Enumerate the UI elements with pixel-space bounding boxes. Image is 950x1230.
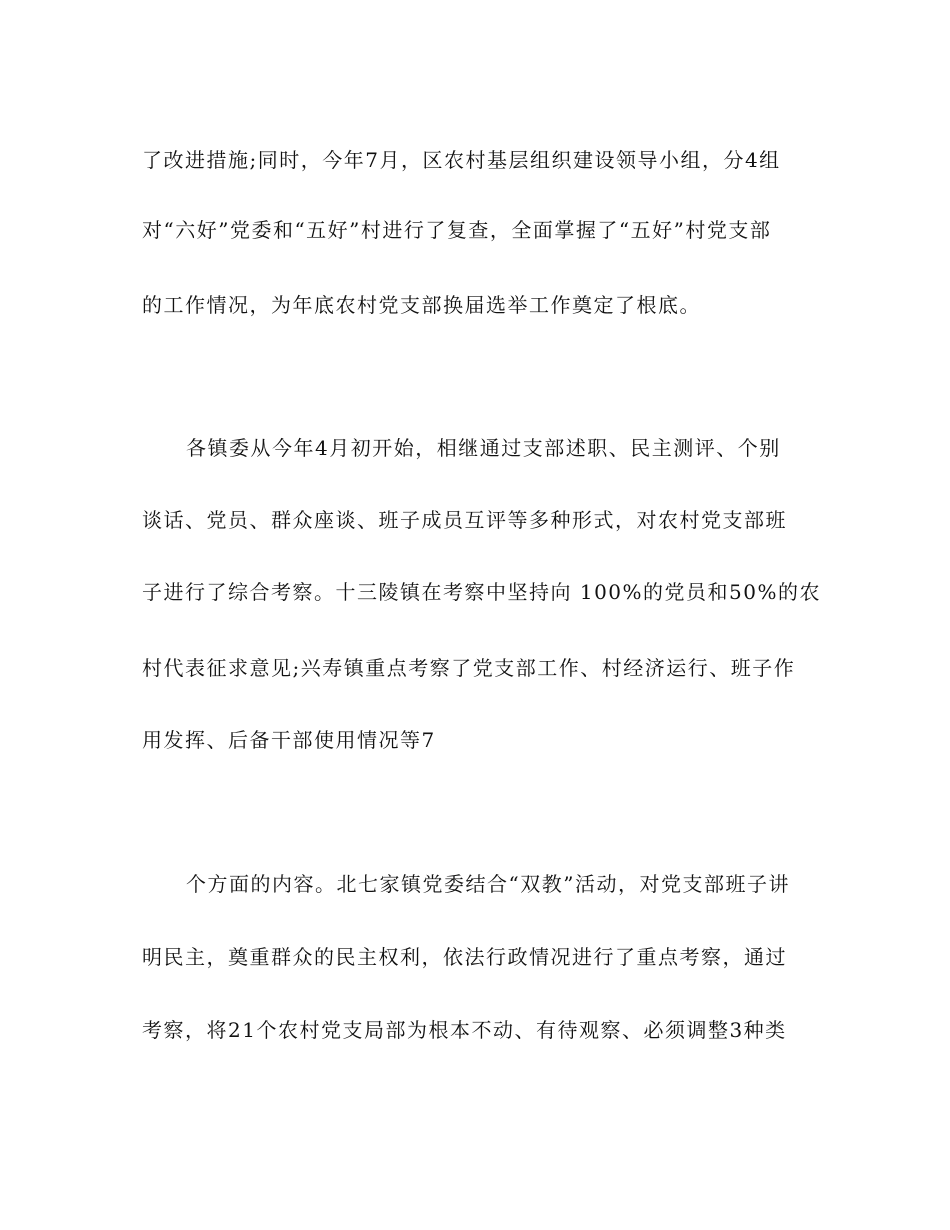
paragraph-1-line-2: 对“六好”党委和“五好”村进行了复查，全面掌握了“五好”村党支部	[142, 218, 772, 242]
paragraph-2-line-1: 各镇委从今年4月初开始，相继通过支部述职、民主测评、个别	[186, 436, 781, 460]
paragraph-3-line-1: 个方面的内容。北七家镇党委结合“双教”活动，对党支部班子讲	[186, 872, 790, 896]
paragraph-1-line-1: 了改进措施;同时，今年7月，区农村基层组织建设领导小组，分4组	[142, 148, 781, 172]
paragraph-2-line-4: 村代表征求意见;兴寿镇重点考察了党支部工作、村经济运行、班子作	[142, 656, 796, 680]
paragraph-1-line-3: 的工作情况，为年底农村党支部换届选举工作奠定了根底。	[142, 293, 701, 317]
paragraph-2-line-5: 用发挥、后备干部使用情况等7	[142, 728, 436, 752]
paragraph-2-line-2: 谈话、党员、群众座谈、班子成员互评等多种形式，对农村党支部班	[142, 508, 787, 532]
paragraph-2-line-3: 子进行了综合考察。十三陵镇在考察中坚持向 100%的党员和50%的农	[142, 580, 821, 604]
paragraph-3-line-2: 明民主，奠重群众的民主权利，依法行政情况进行了重点考察，通过	[142, 945, 787, 969]
paragraph-3-line-3: 考察，将21个农村党支局部为根本不动、有待观察、必须调整3种类	[142, 1018, 787, 1042]
